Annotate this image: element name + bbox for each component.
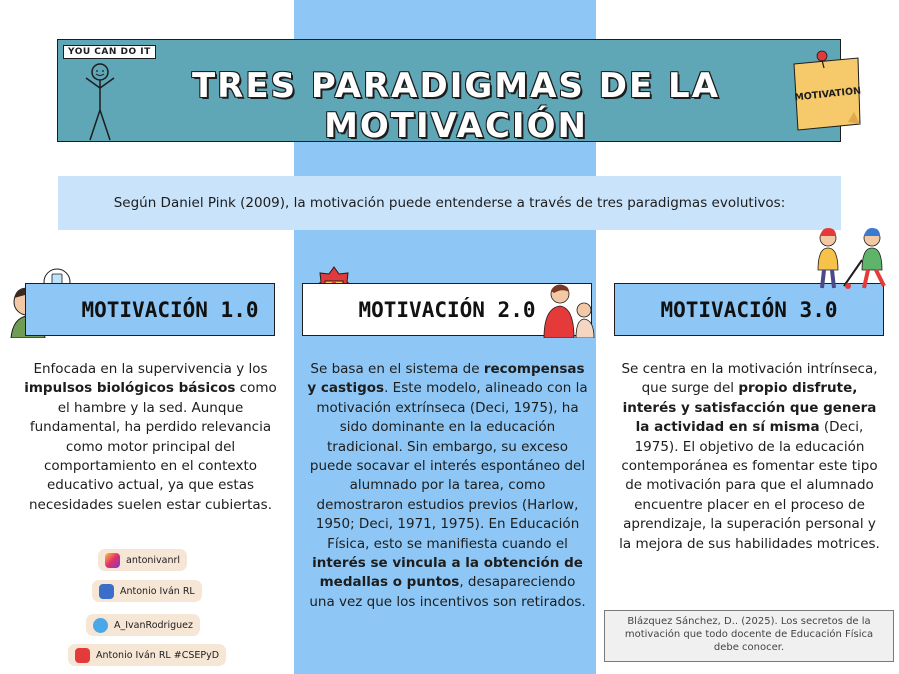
instagram-handle[interactable]: antonivanrl [98,549,187,571]
note-text: MOTIVATION [793,85,862,104]
motivation-3-title: MOTIVACIÓN 3.0 [614,283,884,336]
title-banner [57,39,862,146]
motivation-2-title: MOTIVACIÓN 2.0 [302,283,592,336]
sticky-note-icon [788,50,864,134]
stick-figure-icon [78,62,122,142]
instagram-icon [105,553,120,568]
reference-citation: Blázquez Sánchez, D.. (2025). Los secretos de la motivación que todo docente de Educación Física debe conocer. [604,610,894,662]
motivation-1-title: MOTIVACIÓN 1.0 [25,283,275,336]
twitter-handle[interactable]: A_IvanRodriguez [86,614,200,636]
page-title: TRES PARADIGMAS DE LA MOTIVACIÓN [191,66,721,146]
intro-text: Según Daniel Pink (2009), la motivación puede entenderse a través de tres paradigmas evolutivos: [58,176,841,230]
you-can-do-it-badge: YOU CAN DO IT [63,45,156,59]
coach-and-child-icon [540,282,596,338]
facebook-handle[interactable]: Antonio Iván RL [92,580,202,602]
motivation-2-text: Se basa en el sistema de recompensas y castigos. Este modelo, alineado con la motivación extrínseca (Deci, 1975), ha sido dominante en la educación tradicional. Sin embargo, su exceso puede socavar el interés espontáneo del alumnado por la tarea, como demostraron estudios previos (Harlow, 1950; Deci, 1971, 1975). En Educación Física, esto se manifiesta cuando el interés se vincula a la obtención de medallas o puntos, desapareciendo una vez que los incentivos son retirados. [307,361,588,610]
facebook-icon [99,584,114,599]
motivation-3-text: Se centra en la motivación intrínseca, que surge del propio disfrute, interés y satisfacción que genera la actividad en sí misma (Deci, 1975). El objetivo de la educación contemporánea es fomentar este tipo de motivación para que el alumnado encuentre placer en el proceso de aprendizaje, la superación personal y la mejora de sus habilidades motrices. [619,361,880,552]
motivation-1-text: Enfocada en la supervivencia y los impulsos biológicos básicos como el hambre y la sed. Aunque fundamental, ha perdido relevancia como motor principal del comportamiento en el contexto educativo actual, ya que estas necesidades suelen estar cubiertas. [24,361,277,513]
youtube-handle[interactable]: Antonio Iván RL #CSEPyD [68,644,226,666]
twitter-icon [93,618,108,633]
kids-playing-icon [810,226,898,292]
youtube-icon [75,648,90,663]
